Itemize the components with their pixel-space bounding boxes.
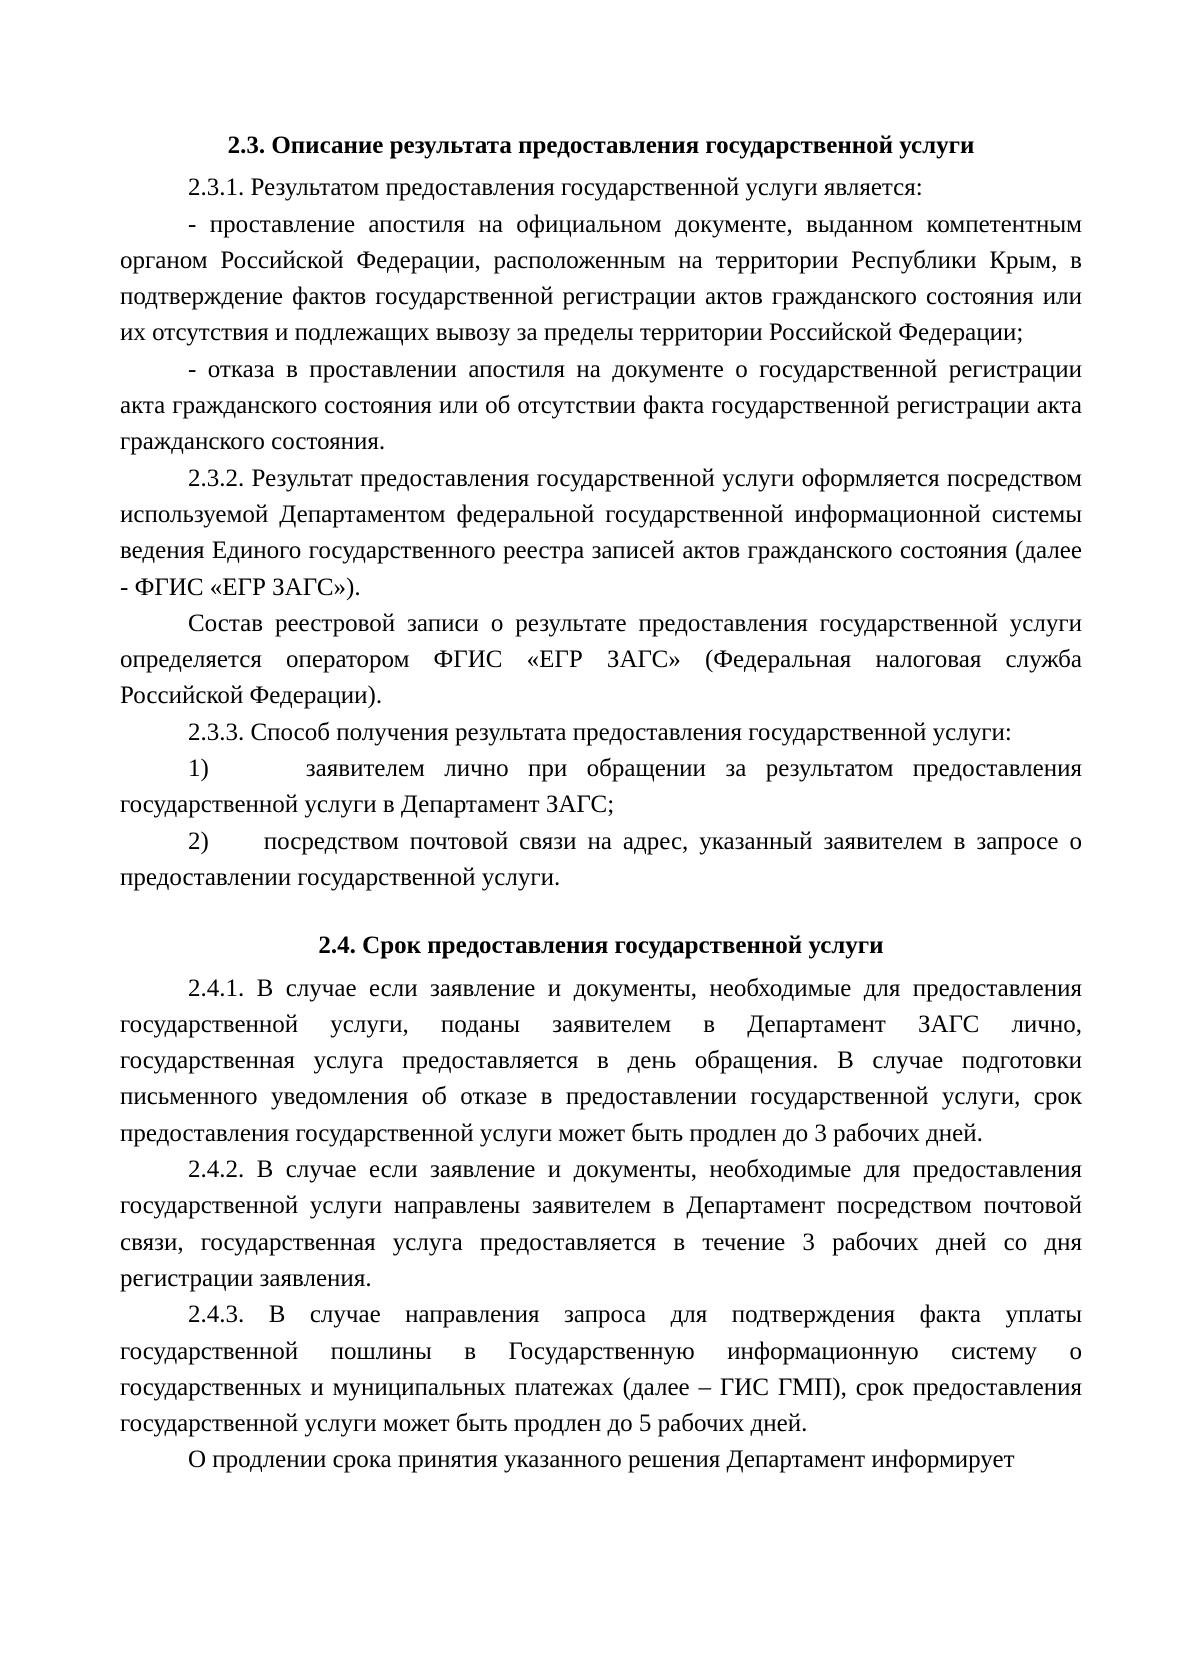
paragraph-extension-notice: О продлении срока принятия указанного решения Департамент информирует	[188, 1446, 1015, 1474]
paragraph-apostille: - проставление апостиля на официальном документе, выданном компетентным органом Российской Федерации, расположенным на территории Республики Крым, в подтверждение фактов государственной регистрации актов гражданского состояния или их отсутствия и подлежащих вывозу за пределы территории Российской Федерации;	[120, 210, 1082, 347]
paragraph-2-4-1: 2.4.1. В случае если заявление и документы, необходимые для предоставления государственной услуги, поданы заявителем в Департамент ЗАГС лично, государственная услуга предоставляется в день обращения. В случае подготовки письменного уведомления об отказе в предоставлении государственной услуги, срок предоставления государственной услуги может быть продлен до 3 рабочих дней.	[120, 974, 1082, 1147]
document-body	[120, 128, 1082, 1479]
paragraph-2-3-1: 2.3.1. Результатом предоставления государственной услуги является:	[188, 174, 923, 202]
section-heading-2-4: 2.4. Срок предоставления государственной услуги	[318, 932, 884, 960]
paragraph-refusal: - отказа в проставлении апостиля на документе о государственной регистрации акта гражданского состояния или об отсутствии факта государственной регистрации акта гражданского состояния.	[120, 355, 1082, 456]
section-heading-2-3: 2.3. Описание результата предоставления государственной услуги	[227, 132, 975, 159]
list-item-2: 2) посредством почтовой связи на адрес, указанный заявителем в запросе о предоставлении государственной услуги.	[120, 827, 1082, 891]
paragraph-2-3-2: 2.3.2. Результат предоставления государственной услуги оформляется посредством используемой Департаментом федеральной государственной информационной системы ведения Единого государственного реестра записей актов гражданского состояния (далее - ФГИС «ЕГР ЗАГС»).	[120, 464, 1082, 601]
paragraph-2-3-3: 2.3.3. Способ получения результата предоставления государственной услуги:	[188, 718, 1012, 746]
paragraph-2-4-3: 2.4.3. В случае направления запроса для подтверждения факта уплаты государственной пошлины в Государственную информационную систему о государственных и муниципальных платежах (далее – ГИС ГМП), срок предоставления государственной услуги может быть продлен до 5 рабочих дней.	[120, 1301, 1082, 1438]
list-item-1: 1) заявителем лично при обращении за результатом предоставления государственной услуги в Департамент ЗАГС;	[120, 755, 1082, 819]
paragraph-2-4-2: 2.4.2. В случае если заявление и документы, необходимые для предоставления государственной услуги направлены заявителем в Департамент посредством почтовой связи, государственная услуга предоставляется в течение 3 рабочих дней со дня регистрации заявления.	[120, 1156, 1082, 1292]
paragraph-registry-record: Состав реестровой записи о результате предоставления государственной услуги определяется оператором ФГИС «ЕГР ЗАГС» (Федеральная налоговая служба Российской Федерации).	[120, 609, 1082, 710]
